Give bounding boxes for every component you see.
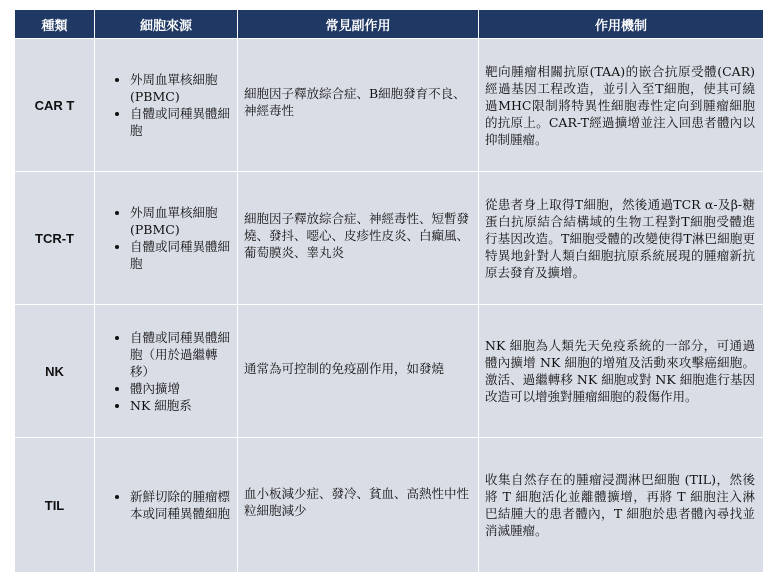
table-row — [15, 39, 764, 172]
table-row — [15, 438, 764, 573]
table-row — [15, 172, 764, 305]
cell-source-list — [96, 329, 236, 414]
cell-source-list — [96, 204, 236, 272]
list-item: • 新鮮切除的腫瘤標本或同種異體細胞 — [130, 488, 230, 522]
side-effects — [238, 438, 479, 573]
therapy-type: CAR T — [15, 39, 95, 172]
mechanism: 靶向腫瘤相關抗原(TAA)的嵌合抗原受體(CAR)經過基因工程改造，並引入至T細胞，使其可繞過MHC限制將特異性細胞毒性定向到腫瘤細胞的抗原上。CAR-T經過擴增並注入回患者體內以抑制腫瘤。 — [479, 39, 764, 172]
header-side-effects: 常見副作用 — [238, 10, 479, 39]
cell-source — [95, 172, 238, 305]
side-effects — [238, 39, 479, 172]
list-item: • 自體或同種異體細胞 — [130, 238, 230, 272]
mechanism: 收集自然存在的腫瘤浸潤淋巴細胞 (TIL)，然後將 T 細胞活化並離體擴增，再將 T 細胞注入淋巴結腫大的患者體內，T 細胞於患者體內尋找並消滅腫瘤。 — [479, 438, 764, 573]
table-row — [15, 305, 764, 438]
list-item: • 體內擴增 — [130, 380, 230, 397]
side-effects — [238, 172, 479, 305]
therapy-type: TIL — [15, 438, 95, 573]
side-effects-text: 細胞因子釋放綜合症、神經毒性、短暫發燒、發抖、噁心、皮疹性皮炎、白癲風、葡萄膜炎、睾丸炎 — [244, 210, 470, 260]
mechanism: NK 細胞為人類先天免疫系統的一部分，可通過體內擴增 NK 細胞的增殖及活動來攻擊癌細胞。激活、過繼轉移 NK 細胞或對 NK 細胞進行基因改造可以增強對腫瘤細胞的殺傷作用。 — [479, 305, 764, 438]
list-item: • 自體或同種異體細胞（用於過繼轉移） — [130, 329, 230, 380]
mechanism: 從患者身上取得T細胞，然後通過TCR α-及β-糖蛋白抗原結合結構域的生物工程對T細胞受體進行基因改造。T細胞受體的改變使得T淋巴細胞更特異地針對人類白細胞抗原系統展現的腫瘤新抗原去發育及擴增。 — [479, 172, 764, 305]
cell-source — [95, 39, 238, 172]
list-item: • 外周血單核細胞 (PBMC) — [130, 71, 230, 105]
cell-source — [95, 438, 238, 573]
cell-source-list — [96, 488, 236, 522]
side-effects — [238, 305, 479, 438]
side-effects-text: 通常為可控制的免疫副作用，如發燒 — [244, 360, 445, 376]
list-item: • 自體或同種異體細胞 — [130, 105, 230, 139]
cell-source-list — [96, 71, 236, 139]
cell-therapy-comparison-table — [14, 9, 764, 573]
header-type: 種類 — [15, 10, 95, 39]
header-mechanism: 作用機制 — [479, 10, 764, 39]
side-effects-text: 細胞因子釋放綜合症、B細胞發育不良、神經毒性 — [244, 86, 466, 118]
therapy-type: TCR-T — [15, 172, 95, 305]
list-item: • 外周血單核細胞 (PBMC) — [130, 204, 230, 238]
therapy-type: NK — [15, 305, 95, 438]
header-cell-source: 細胞來源 — [95, 10, 238, 39]
side-effects-text: 血小板減少症、發冷、貧血、高熱性中性粒細胞減少 — [244, 486, 470, 518]
cell-source — [95, 305, 238, 438]
list-item: • NK 細胞系 — [130, 397, 230, 414]
table-header-row — [15, 10, 764, 39]
